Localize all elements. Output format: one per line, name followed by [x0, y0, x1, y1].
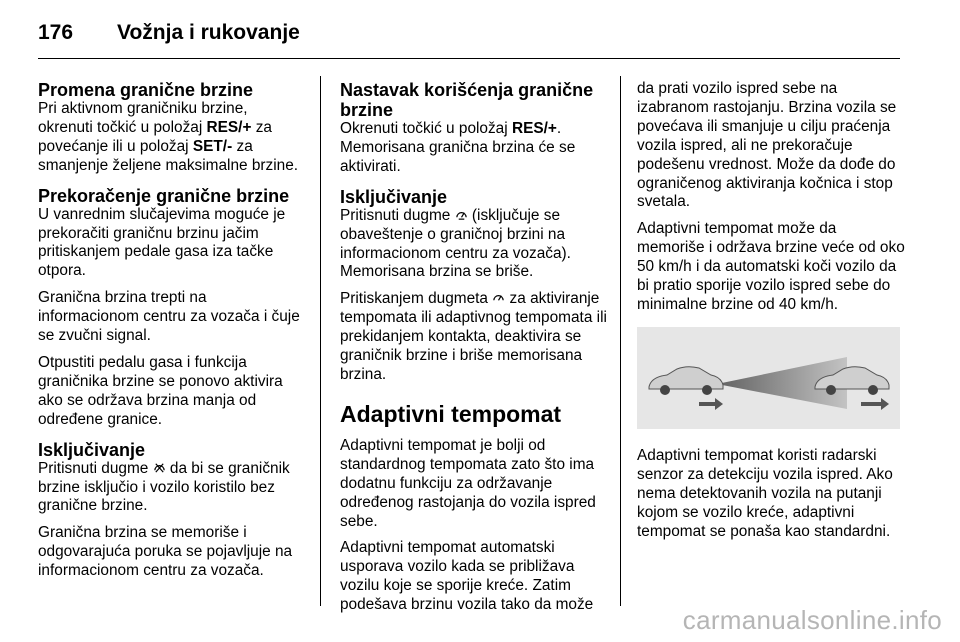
chapter-title: Vožnja i rukovanje: [117, 21, 300, 44]
page-number: 176: [38, 21, 74, 44]
paragraph: Pritisnuti dugme da bi se graničnik brzine isključio i vozilo koristilo bez granične brzine.: [38, 459, 290, 515]
speed-limiter-icon: [455, 208, 468, 221]
paragraph: Adaptivni tempomat automatski usporava vozilo kada se približava vozilu koje se sporije kreće. Zatim podešava brzinu vozila tako da može: [340, 539, 594, 614]
set-label: SET/-: [192, 137, 233, 155]
paragraph: da prati vozilo ispred sebe na izabranom rastojanju. Brzina vozila se povećava ili smanjuje u cilju praćenja vozila ispred, ali ne prekoračuje podešenu vrednost. Može da dođe do ograničenog aktiviranja kočnica i stop svetala.: [637, 80, 897, 211]
paragraph: Pri aktivnom graničniku brzine, okrenuti točkić u položaj RES/+ za povećanje ili u položaj SET/- za smanjenje željene maksimalne brzine.: [38, 100, 299, 174]
heading-exceed-limit: Prekoračenje granične brzine: [38, 185, 290, 206]
heading-adaptive-cruise: Adaptivni tempomat: [340, 400, 562, 427]
paragraph: Granična brzina se memoriše i odgovarajuća poruka se pojavljuje na informacionom centru za vozača.: [38, 524, 293, 580]
direction-arrow-icon: [699, 398, 723, 410]
heading-deactivation: Isključivanje: [340, 186, 448, 207]
column-2: [340, 80, 608, 623]
res-label: RES/+: [206, 118, 252, 136]
paragraph: Adaptivni tempomat koristi radarski senzor za detekciju vozila ispred. Ako nema detektovanih vozila na putanji kojom se vozilo kreće, adaptivni tempomat se ponaša kao standardni.: [637, 446, 893, 540]
direction-arrow-icon: [861, 398, 889, 410]
heading-resume-limit: Nastavak korišćenja granične brzine: [340, 80, 594, 120]
res-label: RES/+: [511, 120, 557, 137]
limiter-off-icon: [153, 461, 166, 474]
paragraph: Adaptivni tempomat je bolji od standardnog tempomata zato što ima dodatnu funkciju za održavanje određenog rastojanja do vozila ispred sebe.: [340, 436, 596, 530]
radar-diagram: [637, 327, 900, 429]
paragraph: Pritiskanjem dugmeta za aktiviranje tempomata ili adaptivnog tempomata ili prekidanjem kontakta, deaktivira se graničnik brzine i briše memorisana brzina.: [340, 290, 607, 383]
paragraph: Pritisnuti dugme (isključuje se obaveštenje o graničnoj brzini na informacionom centru za vozača). Memorisana brzina se briše.: [340, 206, 571, 281]
cruise-control-icon: [492, 291, 505, 304]
radar-illustration: [637, 327, 900, 429]
column-divider-2: [620, 76, 621, 606]
paragraph: Otpustiti pedalu gasa i funkcija graničnika brzine se ponovo aktivira ako se održava brzina manja od određene granice.: [38, 353, 283, 428]
heading-deactivation: Isključivanje: [38, 439, 146, 460]
paragraph: Granična brzina trepti na informacionom centru za vozača i čuje se zvučni signal.: [38, 289, 300, 345]
paragraph: U vanrednim slučajevima moguće je prekoračiti graničnu brzinu jačim pritiskanjem pedale gasa iza tačke otpora.: [38, 205, 286, 280]
paragraph: Okrenuti točkić u položaj RES/+. Memorisana granična brzina će se aktivirati.: [340, 120, 576, 175]
heading-change-limit: Promena granične brzine: [38, 80, 254, 100]
column-divider-1: [320, 76, 321, 606]
header-divider: [38, 58, 900, 59]
paragraph: Adaptivni tempomat može da memoriše i održava brzine veće od oko 50 km/h i da automatski koči vozilo da bi pratio sporije vozilo ispred sebe do minimalne brzine od 40 km/h.: [637, 220, 905, 313]
own-car: [649, 367, 723, 395]
column-1: [38, 80, 306, 589]
column-3: [637, 80, 905, 549]
watermark: carmanualsonline.info: [682, 605, 942, 635]
